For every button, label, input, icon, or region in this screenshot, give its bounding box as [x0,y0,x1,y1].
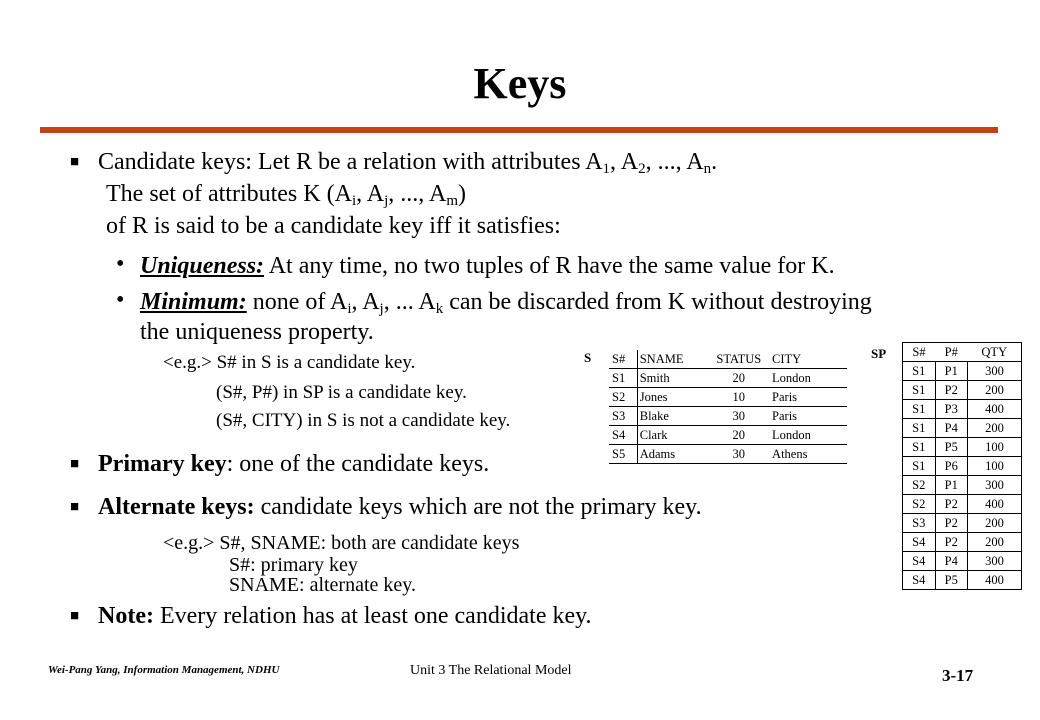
example2-line1: <e.g.> S#, SNAME: both are candidate keys [163,532,520,554]
table-cell: S1 [903,362,936,381]
table-row [903,438,1022,457]
table-row [609,407,847,426]
minimum-line1 [140,288,872,316]
page-title: Keys [473,59,567,108]
table-cell: 20 [708,426,771,445]
uniqueness-line [140,252,835,280]
note-line [98,602,592,630]
table-cell: 30 [708,445,771,464]
table-cell: Jones [637,388,707,407]
candidate-line2-b: , A [356,181,385,207]
table-cell: S1 [903,457,936,476]
note-label: Note: [98,603,154,629]
subscript: 1 [602,161,611,177]
table-cell: 200 [968,514,1022,533]
relation-sp-name: SP [871,346,887,361]
table-row [903,381,1022,400]
square-bullet-icon: ■ [70,608,80,624]
minimum-text-b: , A [351,289,380,315]
table-cell: London [770,426,847,445]
table-cell: S1 [903,381,936,400]
table-cell: P2 [935,495,968,514]
candidate-keys-line1 [98,148,717,176]
table-cell: 300 [968,552,1022,571]
subscript: j [379,301,384,317]
table-cell: S1 [609,369,637,388]
example1-line3: (S#, CITY) in S is not a candidate key. [216,410,511,431]
table-cell: P5 [935,571,968,590]
table-cell: S1 [903,438,936,457]
table-header-cell: S# [609,350,637,369]
alternate-keys-label: Alternate keys: [98,494,255,520]
table-row [609,426,847,445]
table-header-cell: SNAME [639,351,684,366]
candidate-line2-d: ) [457,181,466,207]
table-header-row [903,343,1022,362]
table-cell: S3 [903,514,936,533]
table-cell: S2 [903,476,936,495]
subscript: m [446,193,458,209]
table-cell: P5 [935,438,968,457]
table-row [903,362,1022,381]
table-cell: Adams [637,445,707,464]
candidate-text-a: Candidate keys: Let R be a relation with attributes A [98,149,603,175]
table-row [609,369,847,388]
table-cell: Paris [770,407,847,426]
table-cell: P3 [935,400,968,419]
table-cell: 200 [968,381,1022,400]
table-cell: 100 [968,457,1022,476]
table-cell: Athens [770,445,847,464]
relation-s-table [609,350,847,464]
candidate-text-b: , A [610,149,639,175]
candidate-line2-c: , ..., A [388,181,447,207]
table-cell: S1 [903,400,936,419]
table-row [609,388,847,407]
alternate-keys-line [98,493,702,521]
table-cell: S1 [903,419,936,438]
minimum-text-a: none of A [246,289,348,315]
square-bullet-icon: ■ [70,499,80,515]
table-cell: S5 [609,445,637,464]
candidate-line2-a: The set of attributes K (A [106,181,352,207]
table-header-cell: QTY [968,343,1022,362]
minimum-text-c: , ... A [383,289,436,315]
table-cell: 30 [708,407,771,426]
table-row [903,571,1022,590]
table-cell: P2 [935,514,968,533]
page-number: 3-17 [942,666,974,685]
candidate-text-c: , ..., A [645,149,704,175]
table-cell: S4 [609,426,637,445]
table-row [609,445,847,464]
table-cell: S4 [903,552,936,571]
table-cell: 20 [708,369,771,388]
table-row [903,552,1022,571]
table-cell: 300 [968,362,1022,381]
table-cell: 200 [968,419,1022,438]
square-bullet-icon: ■ [70,154,80,170]
example1-line1: <e.g.> S# in S is a candidate key. [163,352,416,373]
table-cell: 400 [968,400,1022,419]
subscript: i [351,193,357,209]
candidate-keys-line3: of R is said to be a candidate key iff it satisfies: [106,213,561,239]
relation-s-name: S [584,350,592,365]
relation-sp-table [902,342,1022,590]
table-header-cell: STATUS [716,351,762,366]
table-row [903,533,1022,552]
example2-line2: S#: primary key [229,554,358,576]
table-cell: P4 [935,419,968,438]
table-cell: Blake [637,407,707,426]
square-bullet-icon: ■ [70,456,80,472]
table-row [903,400,1022,419]
dot-bullet-icon: • [116,287,125,313]
subscript: n [703,161,712,177]
table-cell: Clark [637,426,707,445]
subscript: 2 [638,161,646,177]
table-cell: 10 [708,388,771,407]
minimum-text-d: can be discarded from K without destroying [443,289,872,315]
table-row [903,457,1022,476]
table-cell: P1 [935,362,968,381]
table-header-cell: P# [935,343,968,362]
table-cell: 400 [968,571,1022,590]
table-cell: 100 [968,438,1022,457]
table-cell: S2 [903,495,936,514]
table-cell: P2 [935,533,968,552]
table-cell: P2 [935,381,968,400]
footer-unit: Unit 3 The Relational Model [410,663,572,678]
minimum-line2: the uniqueness property. [140,319,374,345]
table-cell: P1 [935,476,968,495]
example2-line3: SNAME: alternate key. [229,574,416,596]
primary-key-label: Primary key [98,451,227,477]
candidate-text-d: . [711,149,718,175]
table-header-row [609,350,847,369]
table-cell: Paris [770,388,847,407]
table-cell: 200 [968,533,1022,552]
table-cell: Smith [637,369,707,388]
table-cell: P4 [935,552,968,571]
table-cell: 400 [968,495,1022,514]
subscript: k [435,301,444,317]
table-cell: S4 [903,571,936,590]
footer-author: Wei-Pang Yang, Information Management, NDHU [48,664,280,676]
subscript: i [347,301,352,317]
primary-key-text: : one of the candidate keys. [226,451,490,477]
minimum-label: Minimum: [140,289,247,315]
uniqueness-label: Uniqueness: [140,253,265,279]
table-header-cell: CITY [772,351,802,366]
table-cell: P6 [935,457,968,476]
primary-key-line [98,450,489,478]
subscript: j [384,193,389,209]
table-row [903,514,1022,533]
table-cell: S4 [903,533,936,552]
table-header-cell: S# [903,343,936,362]
table-cell: London [770,369,847,388]
candidate-keys-line2 [106,180,466,208]
note-text: Every relation has at least one candidate key. [153,603,592,629]
table-cell: S3 [609,407,637,426]
dot-bullet-icon: • [116,251,125,277]
table-cell: S2 [609,388,637,407]
table-row [903,476,1022,495]
uniqueness-text: At any time, no two tuples of R have the same value for K. [264,253,835,279]
table-row [903,419,1022,438]
title-divider [40,127,998,133]
table-cell: 300 [968,476,1022,495]
table-row [903,495,1022,514]
alternate-keys-text: candidate keys which are not the primary key. [254,494,702,520]
example1-line2: (S#, P#) in SP is a candidate key. [216,382,467,403]
